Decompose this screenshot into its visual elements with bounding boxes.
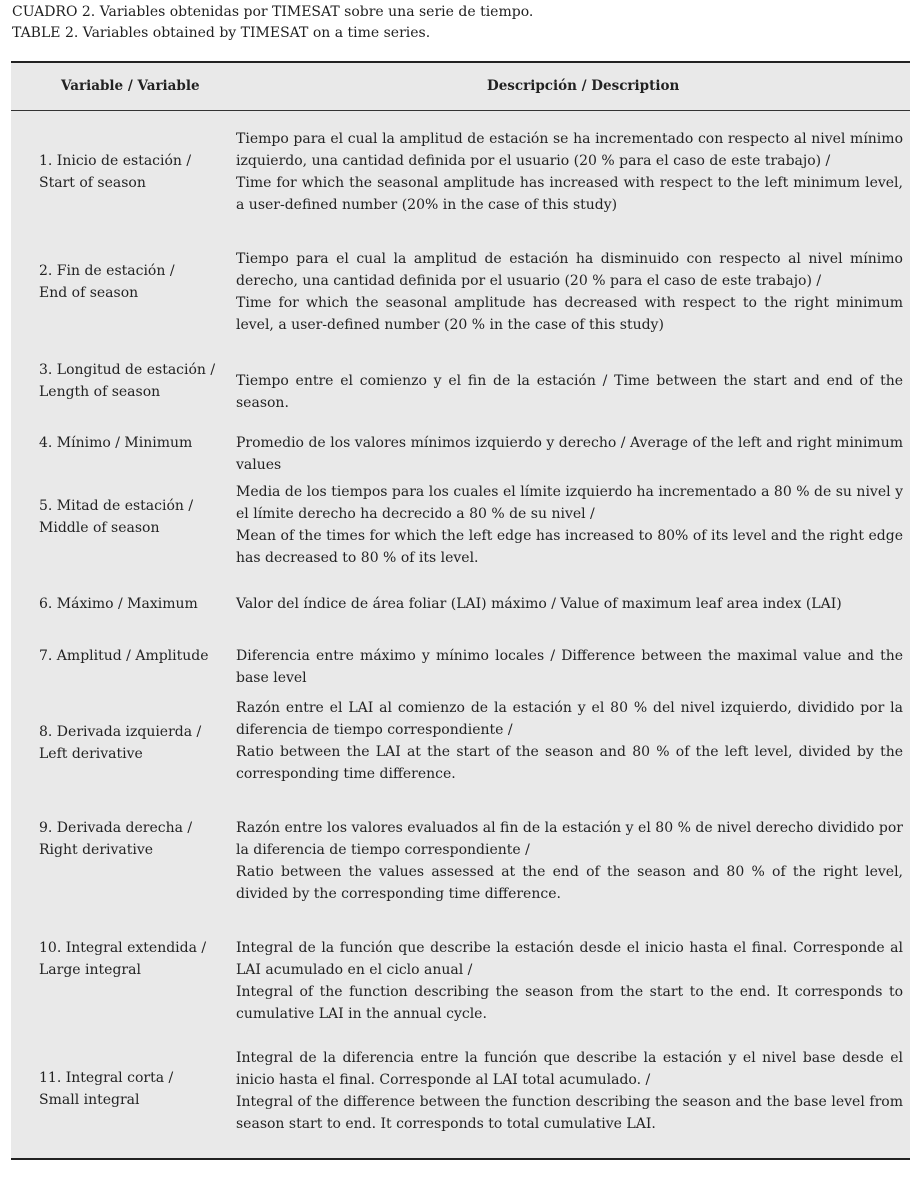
variable-cell: 5. Mitad de estación / Middle of season: [39, 498, 194, 536]
description-spanish: Media de los tiempos para los cuales el límite izquierdo ha incrementado a 80 % de su nivel y el límite derecho ha decrecido a 80 % de su nivel /: [236, 484, 903, 522]
description-spanish: Valor del índice de área foliar (LAI) máximo / Value of maximum leaf area index (LAI): [236, 596, 842, 612]
description-cell: [236, 697, 903, 785]
description-spanish: Tiempo entre el comienzo y el fin de la estación / Time between the start and end of the season.: [236, 373, 903, 411]
variable-cell: 7. Amplitud / Amplitude: [39, 648, 209, 664]
description-spanish: Integral de la diferencia entre la función que describe la estación y el nivel base desde el inicio hasta el final. Corresponde al LAI total acumulado. /: [236, 1050, 903, 1088]
variable-cell: 10. Integral extendida / Large integral: [39, 940, 207, 978]
description-cell: [236, 937, 903, 1025]
variable-cell: 2. Fin de estación / End of season: [39, 263, 175, 301]
description-spanish: Diferencia entre máximo y mínimo locales / Difference between the maximal value and the base level: [236, 648, 903, 686]
variables-table: [11, 61, 910, 1160]
description-cell: [236, 432, 903, 476]
variable-cell: 11. Integral corta / Small integral: [39, 1070, 174, 1108]
description-spanish: Tiempo para el cual la amplitud de estación ha disminuido con respecto al nivel mínimo derecho, una cantidad definida por el usuario (20 % para el caso de este trabajo) /: [236, 251, 903, 289]
description-english: Ratio between the values assessed at the end of the season and 80 % of the right level, divided by the corresponding time difference.: [236, 864, 903, 902]
variable-cell: 9. Derivada derecha / Right derivative: [39, 820, 193, 858]
description-spanish: Tiempo para el cual la amplitud de estación se ha incrementado con respecto al nivel mínimo izquierdo, una cantidad definida por el usuario (20 % para el caso de este trabajo) /: [236, 131, 903, 169]
description-english: Integral of the function describing the season from the start to the end. It corresponds to cumulative LAI in the annual cycle.: [236, 984, 903, 1022]
description-cell: [236, 370, 903, 414]
description-cell: [236, 248, 903, 336]
description-english: Mean of the times for which the left edge has increased to 80% of its level and the right edge has decreased to 80 % of its level.: [236, 528, 903, 566]
table-header: [11, 63, 910, 111]
description-cell: [236, 128, 903, 216]
description-spanish: Razón entre el LAI al comienzo de la estación y el 80 % del nivel izquierdo, dividido por la diferencia de tiempo correspondiente /: [236, 700, 903, 738]
description-english: Ratio between the LAI at the start of the season and 80 % of the left level, divided by the corresponding time difference.: [236, 744, 903, 782]
description-cell: [236, 817, 903, 905]
variable-cell: 8. Derivada izquierda / Left derivative: [39, 724, 202, 762]
description-spanish: Razón entre los valores evaluados al fin de la estación y el 80 % de nivel derecho dividido por la diferencia de tiempo correspondiente /: [236, 820, 903, 858]
description-cell: [236, 645, 903, 689]
header-description: Descripción / Description: [487, 78, 680, 94]
variable-cell: 6. Máximo / Maximum: [39, 596, 198, 612]
variable-cell: 3. Longitud de estación / Length of season: [39, 362, 216, 400]
description-english: Integral of the difference between the function describing the season and the base level from season start to end. It corresponds to total cumulative LAI.: [236, 1094, 903, 1132]
header-variable: Variable / Variable: [61, 78, 200, 94]
description-english: Time for which the seasonal amplitude has decreased with respect to the right minimum level, a user-defined number (20 % in the case of this study): [236, 295, 903, 333]
description-spanish: Integral de la función que describe la estación desde el inicio hasta el final. Corresponde al LAI acumulado en el ciclo anual /: [236, 940, 903, 978]
description-spanish: Promedio de los valores mínimos izquierdo y derecho / Average of the left and right minimum values: [236, 435, 903, 473]
description-english: Time for which the seasonal amplitude has increased with respect to the left minimum level, a user-defined number (20% in the case of this study): [236, 175, 903, 213]
description-cell: [236, 593, 903, 615]
table-caption-spanish: CUADRO 2. Variables obtenidas por TIMESAT sobre una serie de tiempo.: [12, 4, 534, 20]
variable-cell: 1. Inicio de estación / Start of season: [39, 153, 192, 191]
variable-cell: 4. Mínimo / Minimum: [39, 435, 193, 451]
description-cell: [236, 1047, 903, 1135]
table-caption-english: TABLE 2. Variables obtained by TIMESAT on a time series.: [12, 25, 431, 41]
description-cell: [236, 481, 903, 569]
